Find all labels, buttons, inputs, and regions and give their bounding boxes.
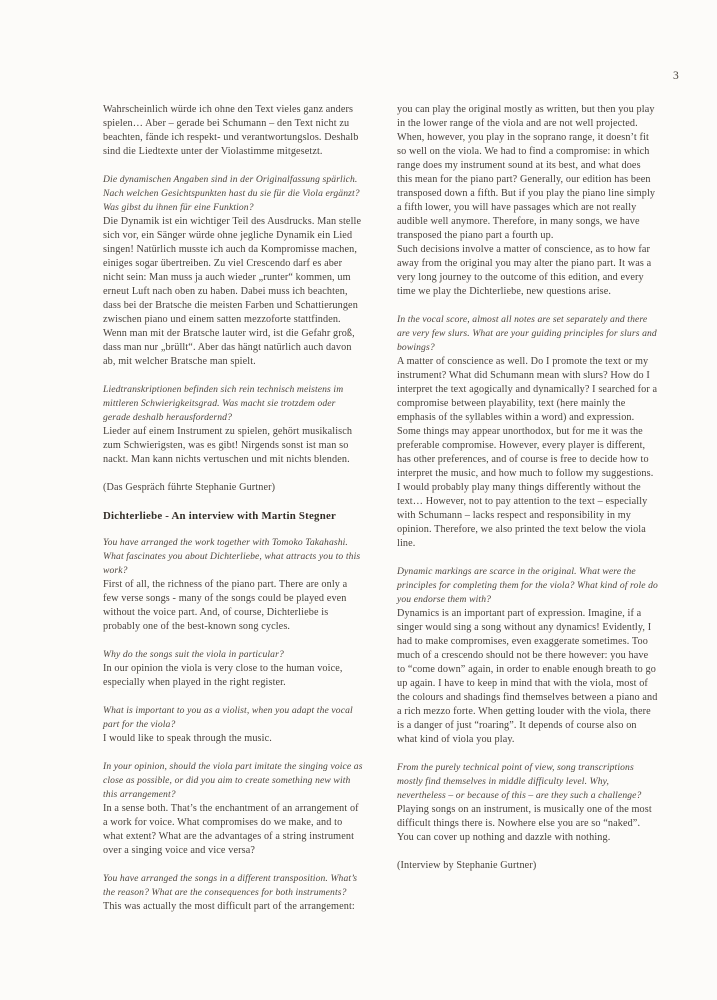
paragraph-answer: Dynamics is an important part of expression. Imagine, if a singer would sing a song without any dynamics! Evidently, I had to make compromises, even exaggerate sometimes. Too much of a crescendo should not be there however: you have to “come down” again, in order to enable enough breath to go up again. I have to keep in mind that with the viola, most of the colours and shadings find themselves between a piano and a rich mezzo forte. When getting louder with the viola, there is a danger of just “roaring”. It depends of course also on what kind of viola you play.	[397, 608, 658, 745]
paragraph-question: Die dynamischen Angaben sind in der Originalfassung spärlich. Nach welchen Gesichtspunkten hast du sie für die Viola ergänzt? Was gibst du ihnen für eine Funktion?	[103, 174, 360, 213]
paragraph-answer: Such decisions involve a matter of conscience, as to how far away from the original you may alter the piano part. It was a very long journey to the outcome of this edition, and every time we play the Dichterliebe, new questions arise.	[397, 244, 652, 297]
paragraph-answer: I would like to speak through the music.	[103, 733, 272, 744]
paragraph-question: You have arranged the songs in a different transposition. What’s the reason? What are the consequences for both instruments?	[103, 873, 358, 898]
section-heading: Dichterliebe - An interview with Martin Stegner	[103, 510, 337, 522]
interview-credit-english: (Interview by Stephanie Gurtner)	[397, 860, 537, 871]
paragraph-answer: A matter of conscience as well. Do I promote the text or my instrument? What did Schumann mean with slurs? How do I interpret the text agogically and dynamically? I searched for a compromise between playability, text (here mainly the emphasis of the syllables within a word) and expression. Some things may appear unorthodox, but for me it was the preferable compromise. However, every player is different, has other preferences, and of course is free to decide how to interpret the music, and how much to follow my suggestions. I would probably play many things differently without the text… However, not to pay attention to the text – especially with Schumann – lacks respect and responsibility in my opinion. Therefore, we also printed the text below the viola line.	[397, 356, 658, 549]
paragraph-question: Dynamic markings are scarce in the original. What were the principles for completing them for the viola? What kind of role do you endorse them with?	[397, 566, 658, 605]
paragraph-answer: This was actually the most difficult part of the arrangement:	[103, 901, 355, 912]
paragraph-question: Why do the songs suit the viola in particular?	[103, 649, 284, 660]
paragraph-question: What is important to you as a violist, when you adapt the vocal part for the viola?	[103, 705, 353, 730]
interview-credit-german: (Das Gespräch führte Stephanie Gurtner)	[103, 482, 276, 493]
page-number: 3	[673, 70, 679, 82]
paragraph-question: You have arranged the work together with Tomoko Takahashi. What fascinates you about Dichterliebe, what attracts you to this work?	[103, 537, 361, 576]
paragraph-answer: Die Dynamik ist ein wichtiger Teil des Ausdrucks. Man stelle sich vor, ein Sänger würde ohne jegliche Dynamik ein Lied singen! Natürlich musste ich auch da Kompromisse machen, einiges sogar übertreiben. Zu viel Crescendo darf es aber nicht sein: Man muss ja auch wieder „runter“ kommen, um erneut Luft nach oben zu haben. Dabei muss ich beachten, dass bei der Bratsche die meisten Farben und Schattierungen zwischen piano und einem satten mezzoforte stattfinden. Wenn man mit der Bratsche lauter wird, ist die Gefahr groß, dass man nur „brüllt“. Aber das hängt natürlich auch davon ab, mit welcher Bratsche man spielt.	[103, 216, 362, 367]
paragraph-question: Liedtranskriptionen befinden sich rein technisch meistens im mittleren Schwierigkeitsgrad. Was macht sie trotzdem oder gerade deshalb herausfordernd?	[103, 384, 344, 423]
paragraph-answer: Playing songs on an instrument, is musically one of the most difficult things there is. Nowhere else you are so “naked”. You can cover up nothing and dazzle with nothing.	[397, 804, 652, 843]
paragraph-answer: Wahrscheinlich würde ich ohne den Text vieles ganz anders spielen… Aber – gerade bei Schumann – den Text nicht zu beachten, fände ich respekt- und verantwortungslos. Deshalb sind die Liedtexte unter der Violastimme mitgesetzt.	[103, 104, 359, 157]
paragraph-question: From the purely technical point of view, song transcriptions mostly find themselves in middle difficulty level. Why, nevertheless – or because of this – are they such a challenge?	[397, 762, 642, 801]
paragraph-question: In the vocal score, almost all notes are set separately and there are very few slurs. What are your guiding principles for slurs and bowings?	[397, 314, 657, 353]
right-column	[397, 103, 658, 887]
paragraph-answer: you can play the original mostly as written, but then you play in the lower range of the viola and are not well projected. When, however, you play in the soprano range, it doesn’t fit so well on the viola. We had to find a compromise: in which range does my instrument sound at its best, and what does this mean for the piano part? Generally, our edition has been transposed down a fifth. But if you play the piano line simply a fifth lower, you will have passages which are not really audible well anymore. Therefore, in many songs, we have transposed the piano part a fourth up.	[397, 104, 656, 241]
paragraph-answer: Lieder auf einem Instrument zu spielen, gehört musikalisch zum Schwierigsten, was es gibt! Nirgends sonst ist man so nackt. Man kann nichts vertuschen und mit nichts blenden.	[103, 426, 353, 465]
left-column	[103, 103, 364, 928]
paragraph-question: In your opinion, should the viola part imitate the singing voice as close as possible, or did you aim to create something new with this arrangement?	[103, 761, 363, 800]
paragraph-answer: In a sense both. That’s the enchantment of an arrangement of a work for voice. What compromises do we make, and to what extent? What are the advantages of a string instrument over a singing voice and vice versa?	[103, 803, 359, 856]
paragraph-answer: First of all, the richness of the piano part. There are only a few verse songs - many of the songs could be played even without the voice part. And, of course, Dichterliebe is probably one of the best-known song cycles.	[103, 579, 348, 632]
paragraph-answer: In our opinion the viola is very close to the human voice, especially when played in the right register.	[103, 663, 343, 688]
